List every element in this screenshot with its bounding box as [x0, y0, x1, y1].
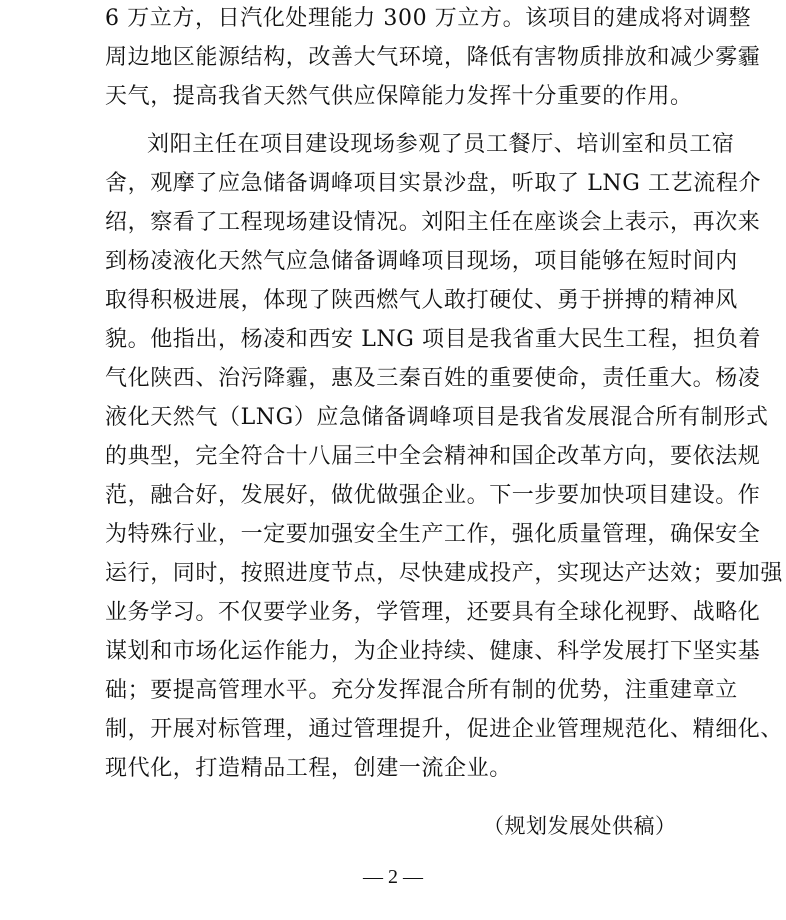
text-line: 现代化，打造精品工程，创建一流企业。 — [105, 756, 512, 781]
text-line: 貌。他指出，杨凌和西安 LNG 项目是我省重大民生工程，担负着 — [105, 327, 762, 352]
text-line: 液化天然气（LNG）应急储备调峰项目是我省发展混合所有制形式 — [105, 405, 769, 430]
text-line: 为特殊行业，一定要加强安全生产工作，强化质量管理，确保安全 — [105, 522, 761, 547]
text-line: 周边地区能源结构，改善大气环境，降低有害物质排放和减少雾霾 — [105, 45, 761, 70]
text-line: 舍，观摩了应急储备调峰项目实景沙盘，听取了 LNG 工艺流程介 — [105, 171, 762, 196]
text-line: 制，开展对标管理，通过管理提升，促进企业管理规范化、精细化、 — [105, 717, 784, 742]
text-line: 取得积极进展，体现了陕西燃气人敢打硬仗、勇于拼搏的精神风 — [105, 288, 738, 313]
text-line: 业务学习。不仅要学业务，学管理，还要具有全球化视野、战略化 — [105, 600, 761, 625]
text-line: 础；要提高管理水平。充分发挥混合所有制的优势，注重建章立 — [105, 678, 738, 703]
text-line: 刘阳主任在项目建设现场参观了员工餐厅、培训室和员工宿 — [147, 132, 735, 157]
source-note: （规划发展处供稿） — [483, 814, 677, 838]
text-line: 绍，察看了工程现场建设情况。刘阳主任在座谈会上表示，再次来 — [105, 210, 761, 235]
page-number: — 2 — — [363, 866, 423, 888]
text-line: 运行，同时，按照进度节点，尽快建成投产，实现达产达效；要加强 — [105, 561, 784, 586]
text-line: 范，融合好，发展好，做优做强企业。下一步要加快项目建设。作 — [105, 483, 761, 508]
text-line: 的典型，完全符合十八届三中全会精神和国企改革方向，要依法规 — [105, 444, 761, 469]
text-line: 天气，提高我省天然气供应保障能力发挥十分重要的作用。 — [105, 84, 693, 109]
text-line: 谋划和市场化运作能力，为企业持续、健康、科学发展打下坚实基 — [105, 639, 761, 664]
text-line: 6 万立方，日汽化处理能力 300 万立方。该项目的建成将对调整 — [105, 6, 752, 31]
text-line: 气化陕西、治污降霾，惠及三秦百姓的重要使命，责任重大。杨凌 — [105, 366, 761, 391]
text-line: 到杨凌液化天然气应急储备调峰项目现场，项目能够在短时间内 — [105, 249, 738, 274]
